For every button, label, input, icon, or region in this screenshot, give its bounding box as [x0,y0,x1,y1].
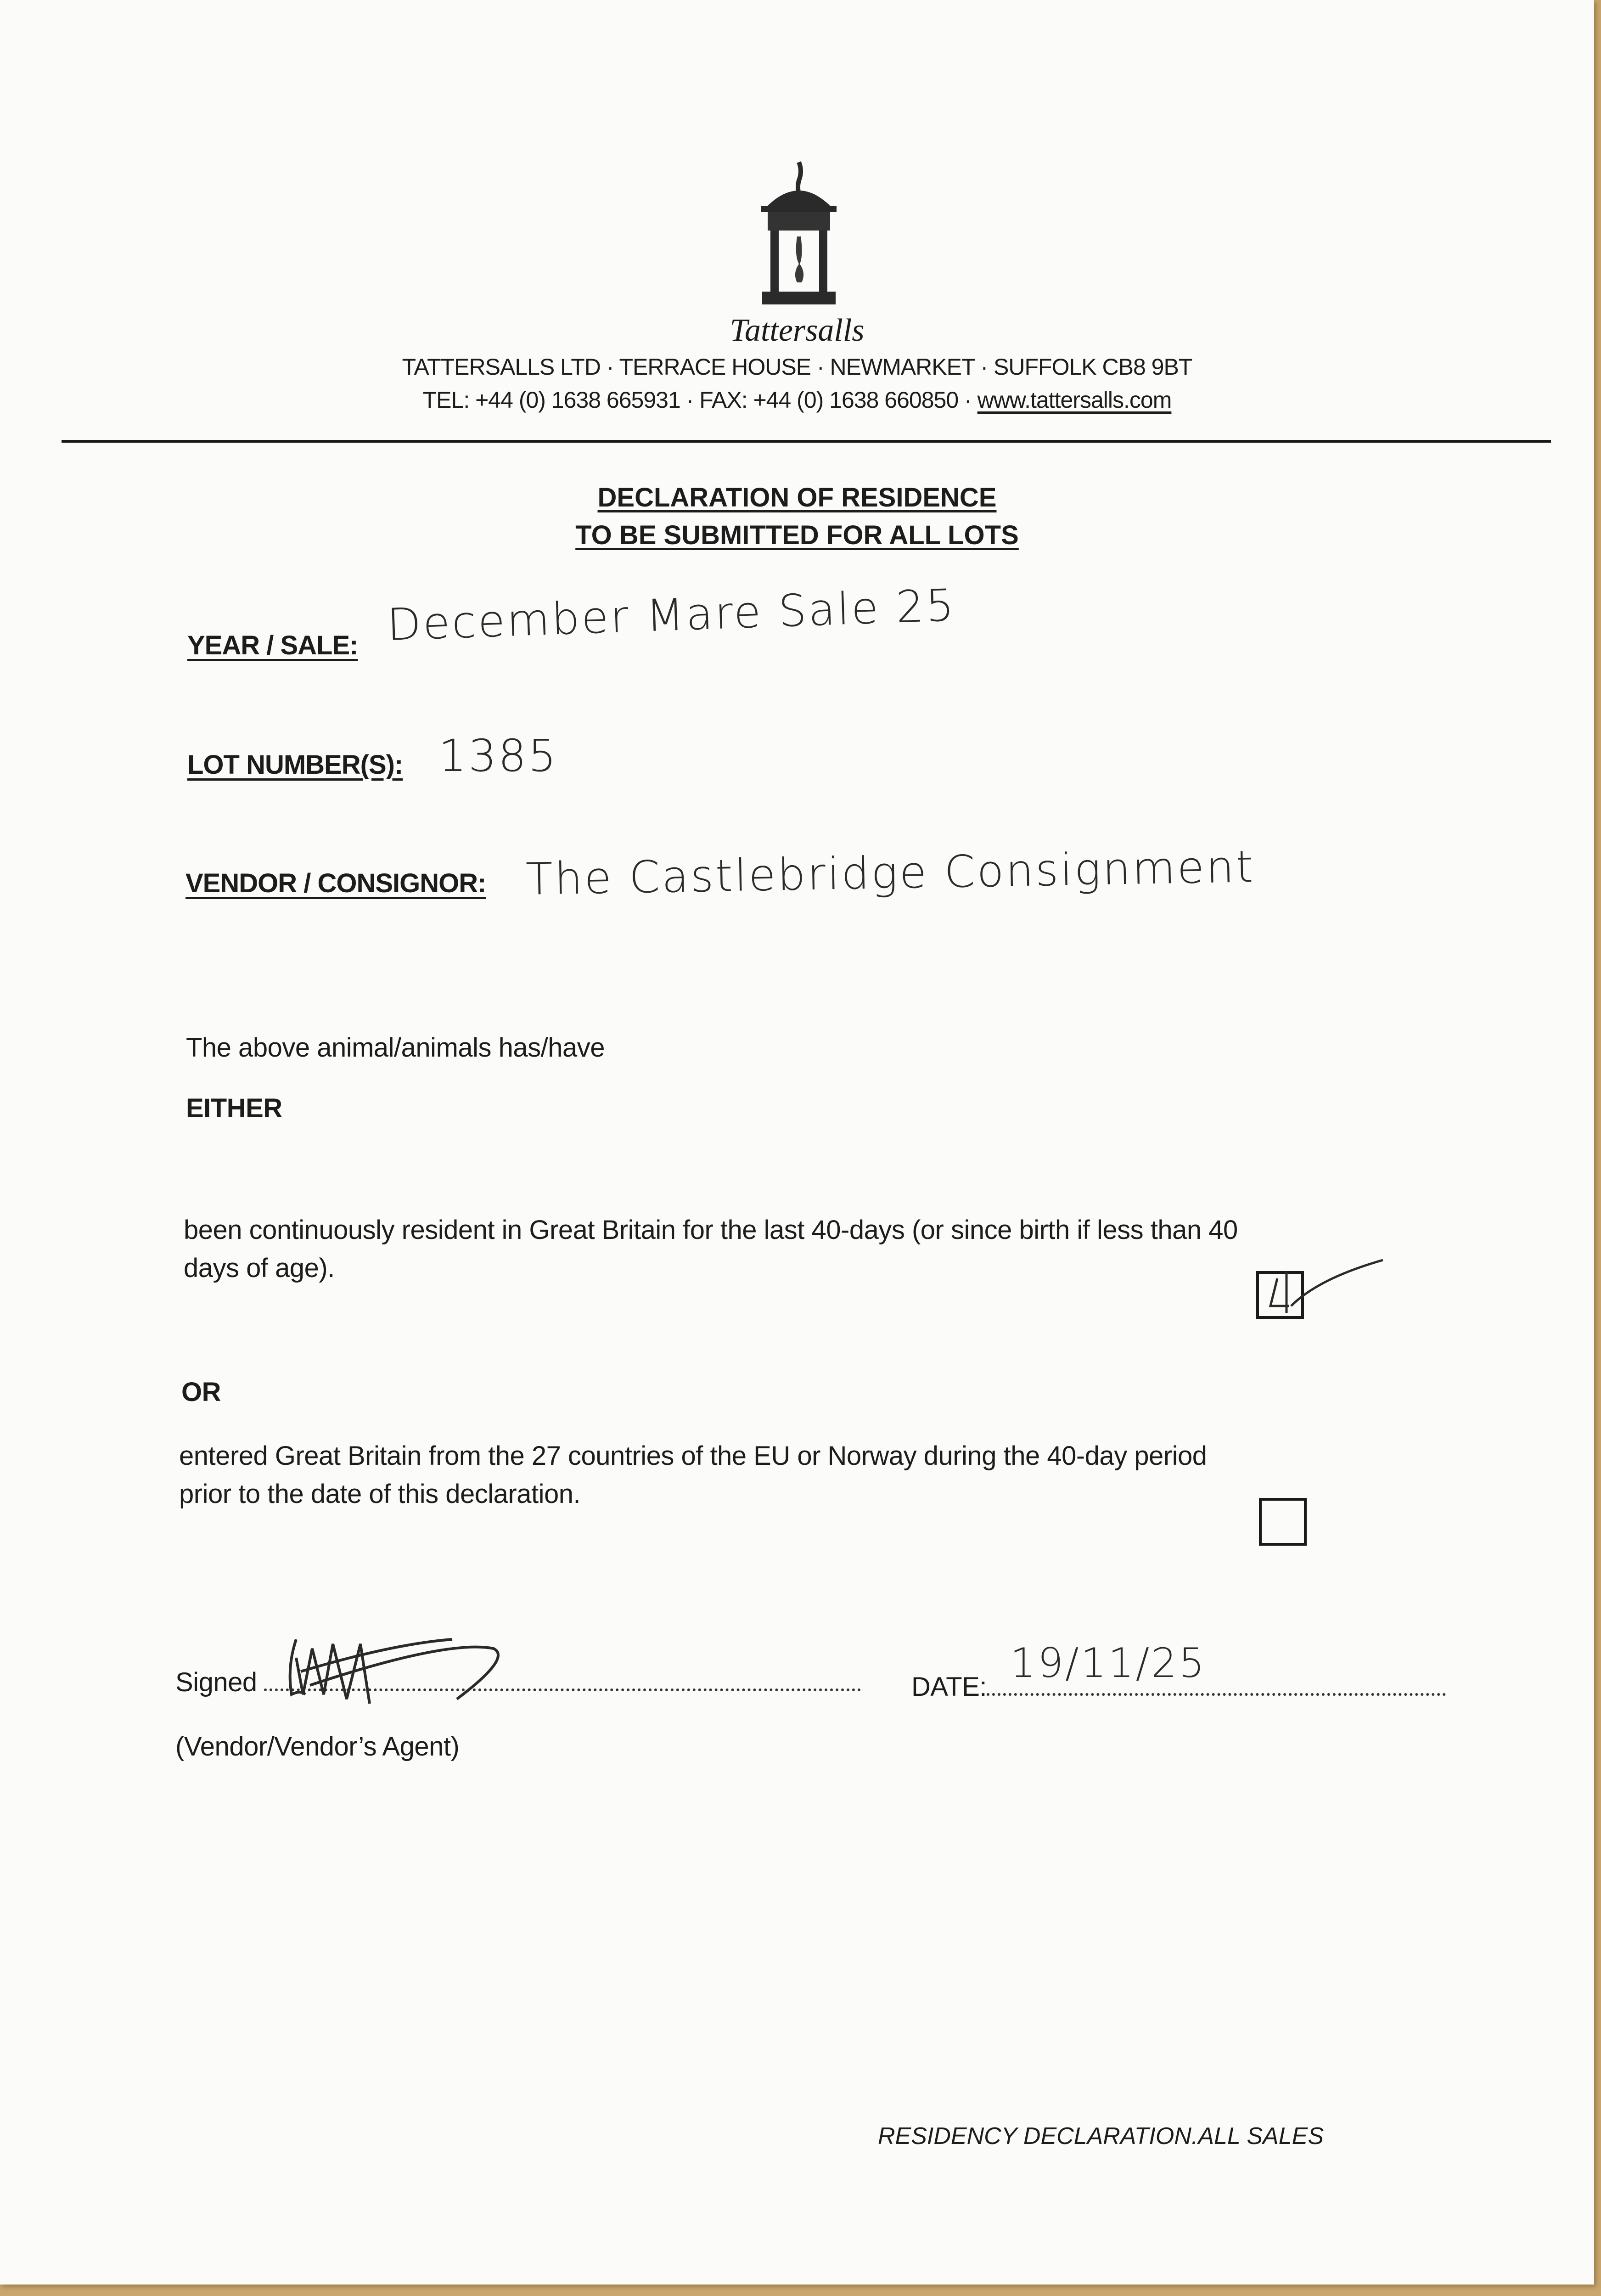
contact-line [0,387,1594,413]
form-footer-name: RESIDENCY DECLARATION.ALL SALES [878,2123,1324,2150]
company-address: TATTERSALLS LTD · TERRACE HOUSE · NEWMARKET · SUFFOLK CB8 9BT [402,354,1192,380]
vendor-value[interactable]: The Castlebridge Consignment [525,841,1256,905]
signature-image [269,1630,627,1704]
tattersalls-logo-icon [739,158,859,310]
vendor-label: VENDOR / CONSIGNOR: [185,868,486,898]
lot-number-value[interactable]: 1385 [438,730,558,782]
website-link[interactable]: www.tattersalls.com [977,387,1172,413]
or-label: OR [181,1377,221,1407]
contact-phone-fax: TEL: +44 (0) 1638 665931 · FAX: +44 (0) 1638 660850 · [422,387,977,413]
year-sale-label: YEAR / SALE: [187,630,358,660]
option1-checkbox[interactable] [1256,1271,1304,1319]
header-divider [62,440,1551,443]
option1-line2: days of age). [184,1253,335,1283]
either-label: EITHER [186,1093,282,1123]
lot-number-label: LOT NUMBER(S): [187,750,403,780]
option2-line1: entered Great Britain from the 27 countries of the EU or Norway during the 40-day period [179,1441,1207,1471]
signed-label: Signed [175,1667,257,1697]
form-subtitle: TO BE SUBMITTED FOR ALL LOTS [575,520,1019,550]
signer-role: (Vendor/Vendor’s Agent) [175,1732,460,1761]
statement-intro: The above animal/animals has/have [186,1033,605,1063]
brand-name: Tattersalls [730,313,865,348]
date-label: DATE: [911,1672,987,1702]
form-title: DECLARATION OF RESIDENCE [597,483,997,512]
option1-line1: been continuously resident in Great Britain for the last 40-days (or since birth if less than 40 [184,1215,1238,1245]
option2-checkbox[interactable] [1259,1498,1307,1546]
option2-line2: prior to the date of this declaration. [179,1479,581,1509]
date-field[interactable] [987,1693,1446,1696]
date-value[interactable]: 19/11/25 [1010,1639,1207,1687]
checkmark-icon [1254,1246,1392,1329]
year-sale-value[interactable]: December Mare Sale 25 [386,579,957,651]
